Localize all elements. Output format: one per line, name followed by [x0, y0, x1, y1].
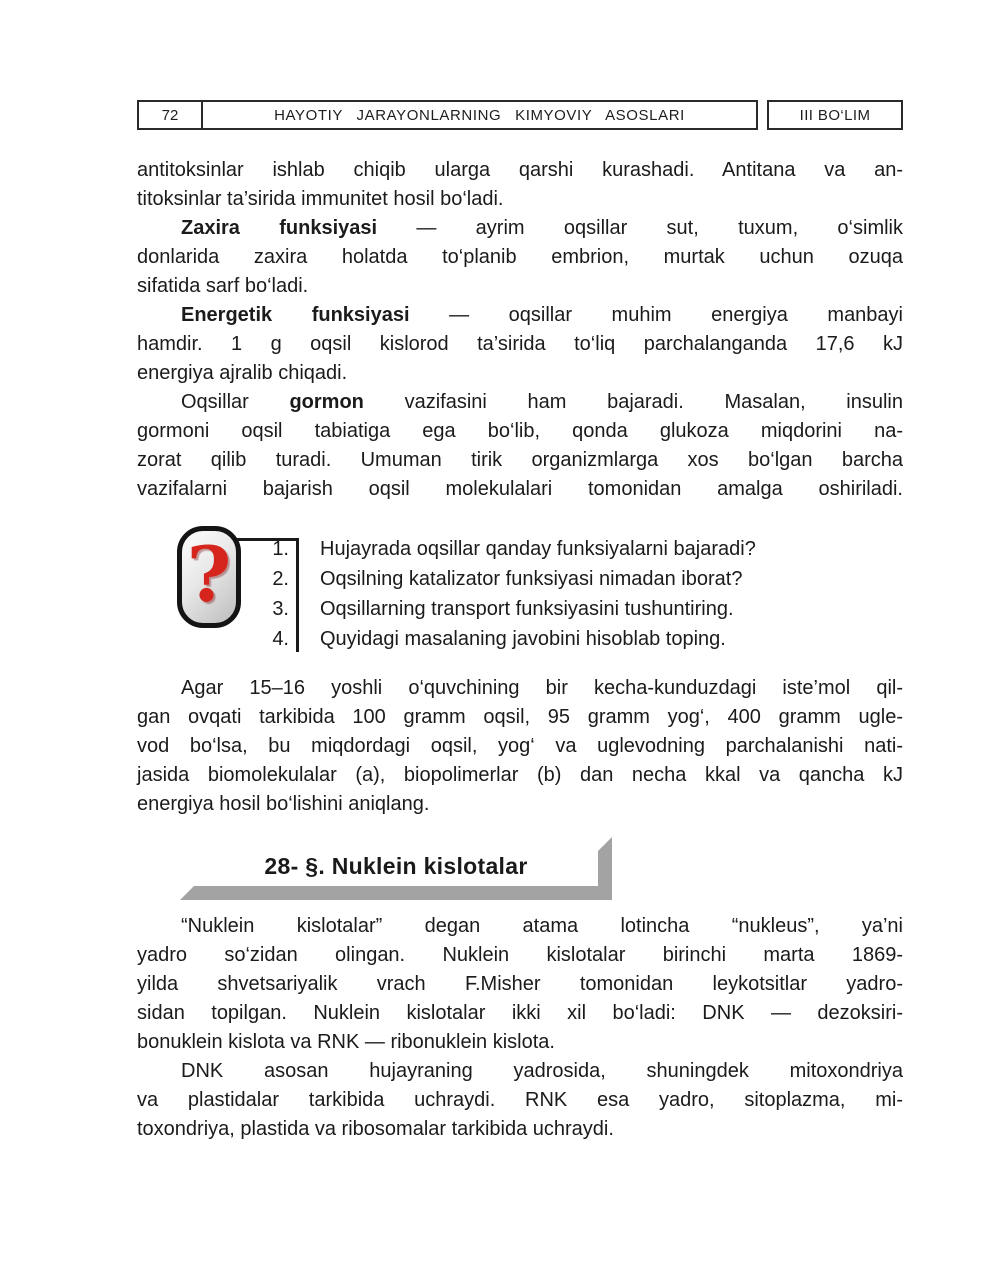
paragraph	[137, 1057, 903, 1144]
section-banner	[180, 837, 612, 900]
text-line: yilda shvetsariyalik vrach F.Misher tomonidan leykotsitlar yadro-	[137, 973, 903, 995]
text-line: yadro so‘zidan olingan. Nuklein kislotalar birinchi marta 1869-	[137, 944, 903, 966]
paragraph	[137, 214, 903, 301]
text-line: gan ovqati tarkibida 100 gramm oqsil, 95 gramm yog‘, 400 gramm ugle-	[137, 706, 903, 728]
bold-term: Energetik funksiyasi	[181, 304, 410, 326]
body-text	[137, 156, 903, 1144]
text-line: donlarida zaxira holatda to‘planib embrion, murtak uchun ozuqa	[137, 246, 903, 268]
text-line: gormoni oqsil tabiatiga ega bo‘lib, qonda glukoza miqdorini na-	[137, 420, 903, 442]
question-mark-glyph: ?	[186, 530, 232, 619]
page-content	[137, 100, 903, 1144]
question-text: Quyidagi masalaning javobini hisoblab toping.	[320, 628, 726, 650]
problem-paragraph	[137, 674, 903, 819]
paragraph	[137, 156, 903, 214]
text-line: sidan topilgan. Nuklein kislotalar ikki xil bo‘ladi: DNK — dezoksiri-	[137, 1002, 903, 1024]
bold-term: Zaxira funksiyasi	[181, 217, 378, 239]
text-line: energiya hosil bo‘lishini aniqlang.	[137, 793, 430, 815]
text-line: sifatida sarf bo‘ladi.	[137, 275, 309, 297]
paragraph	[137, 388, 903, 504]
question-mark-icon	[177, 526, 241, 628]
text-line: zorat qilib turadi. Umuman tirik organizmlarga xos bo‘lgan barcha	[137, 449, 903, 471]
question-text: Oqsilning katalizator funksiyasi nimadan iborat?	[320, 568, 743, 590]
text-run: — oqsillar muhim energiya manbayi	[409, 304, 903, 326]
text-line: antitoksinlar ishlab chiqib ularga qarshi kurashadi. Antitana va an-	[137, 159, 903, 181]
text-line: DNK asosan hujayraning yadrosida, shuningdek mitoxondriya	[181, 1060, 903, 1082]
question-text: Hujayrada oqsillar qanday funksiyalarni bajaradi?	[320, 538, 756, 560]
paragraph	[137, 301, 903, 388]
text-line: hamdir. 1 g oqsil kislorod ta’sirida to‘liq parchalanganda 17,6 kJ	[137, 333, 903, 355]
text-line	[137, 214, 903, 243]
text-line: vod bo‘lsa, bu miqdordagi oqsil, yog‘ va uglevodning parchalanishi nati-	[137, 735, 903, 757]
question-number: 4.	[272, 628, 289, 650]
bold-term: gormon	[289, 391, 364, 413]
text-line	[137, 388, 903, 417]
chapter-title: HAYOTIY JARAYONLARNING KIMYOVIY ASOSLARI	[274, 106, 685, 124]
text-line: “Nuklein kislotalar” degan atama lotincha “nukleus”, ya’ni	[181, 915, 903, 937]
part-label: III BO‘LIM	[767, 100, 903, 130]
text-line: vazifalarni bajarish oqsil molekulalari tomonidan amalga oshiriladi.	[137, 478, 903, 500]
text-line: Agar 15–16 yoshli o‘quvchining bir kecha-kunduzdagi iste’mol qil-	[181, 677, 903, 699]
bracket-vertical-line	[296, 538, 299, 652]
question-texts	[320, 534, 940, 654]
question-number: 1.	[272, 538, 289, 560]
section-heading: 28- §. Nuklein kislotalar	[194, 851, 598, 886]
question-number: 2.	[272, 568, 289, 590]
question-text: Oqsillarning transport funksiyasini tushuntiring.	[320, 598, 734, 620]
paragraph	[137, 912, 903, 1057]
page-number: 72	[139, 102, 203, 128]
page-header	[137, 100, 903, 130]
text-run: Oqsillar	[181, 391, 290, 413]
text-line: energiya ajralib chiqadi.	[137, 362, 348, 384]
text-line: bonuklein kislota va RNK — ribonuklein kislota.	[137, 1031, 555, 1053]
text-line: toxondriya, plastida va ribosomalar tarkibida uchraydi.	[137, 1118, 614, 1140]
text-line	[137, 301, 903, 330]
text-line: va plastidalar tarkibida uchraydi. RNK esa yadro, sitoplazma, mi-	[137, 1089, 903, 1111]
text-line: jasida biomolekulalar (a), biopolimerlar (b) dan necha kkal va qancha kJ	[137, 764, 903, 786]
question-number: 3.	[272, 598, 289, 620]
text-run: vazifasini ham bajaradi. Masalan, insulin	[363, 391, 903, 413]
question-box	[177, 524, 903, 656]
text-run: — ayrim oqsillar sut, tuxum, o‘simlik	[377, 217, 903, 239]
text-line: titoksinlar ta’sirida immunitet hosil bo‘ladi.	[137, 188, 504, 210]
question-numbers	[241, 534, 289, 654]
header-main-box	[137, 100, 758, 130]
